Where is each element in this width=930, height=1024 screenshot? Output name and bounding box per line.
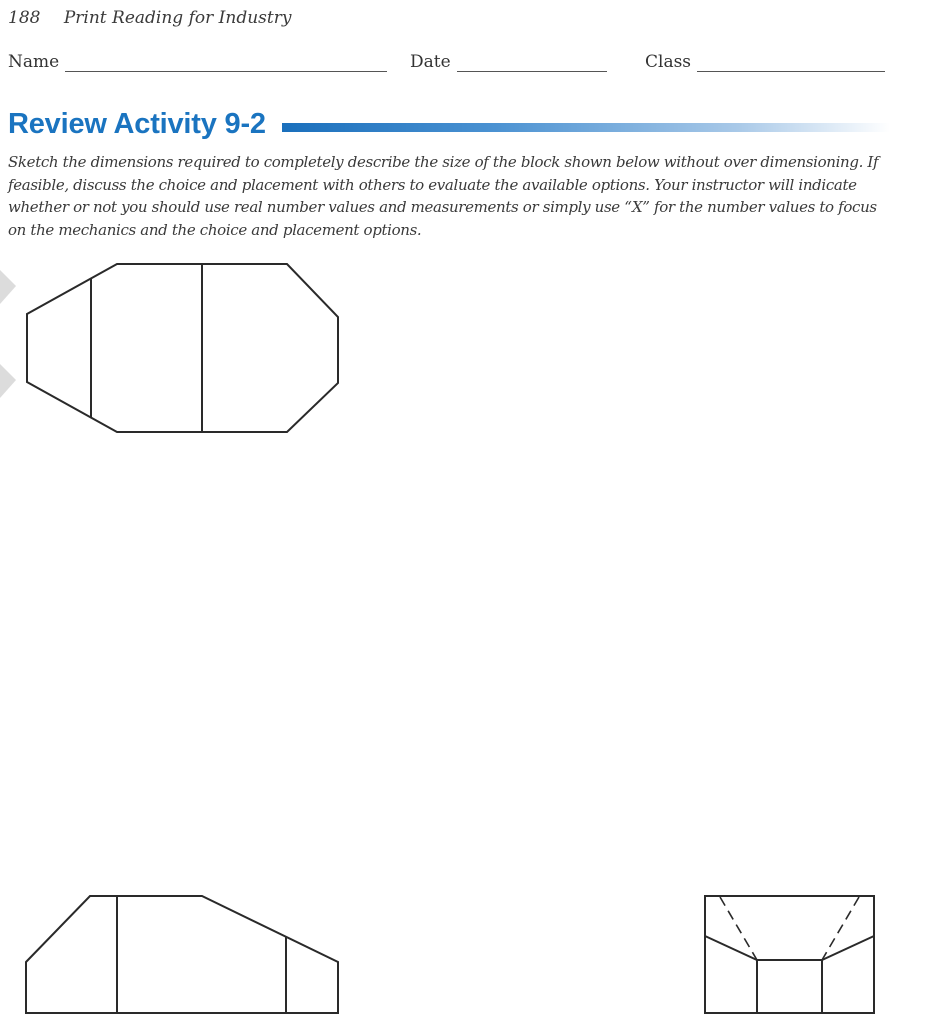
front-view [26, 896, 338, 1013]
top-view-outline [27, 264, 338, 432]
name-label: Name [8, 52, 60, 72]
book-title: Print Reading for Industry [63, 8, 292, 28]
top-view [27, 264, 338, 432]
date-label: Date [410, 52, 451, 72]
side-view [705, 896, 874, 1013]
class-label: Class [645, 52, 692, 72]
activity-instructions: Sketch the dimensions required to completely describe the size of the block shown below without over dimensioning. If feasible, discuss the choice and placement with others to evaluate the available options. Your instructor will indicate whether or not you should use real number values and measurements or simply use “X” for the number values to focus on the mechanics and the choice and placement options. [8, 153, 879, 239]
page-number: 188 [8, 8, 41, 28]
activity-title: Review Activity 9-2 [8, 108, 266, 140]
side-view-slope-edges [705, 936, 874, 960]
front-view-outline [26, 896, 338, 1013]
